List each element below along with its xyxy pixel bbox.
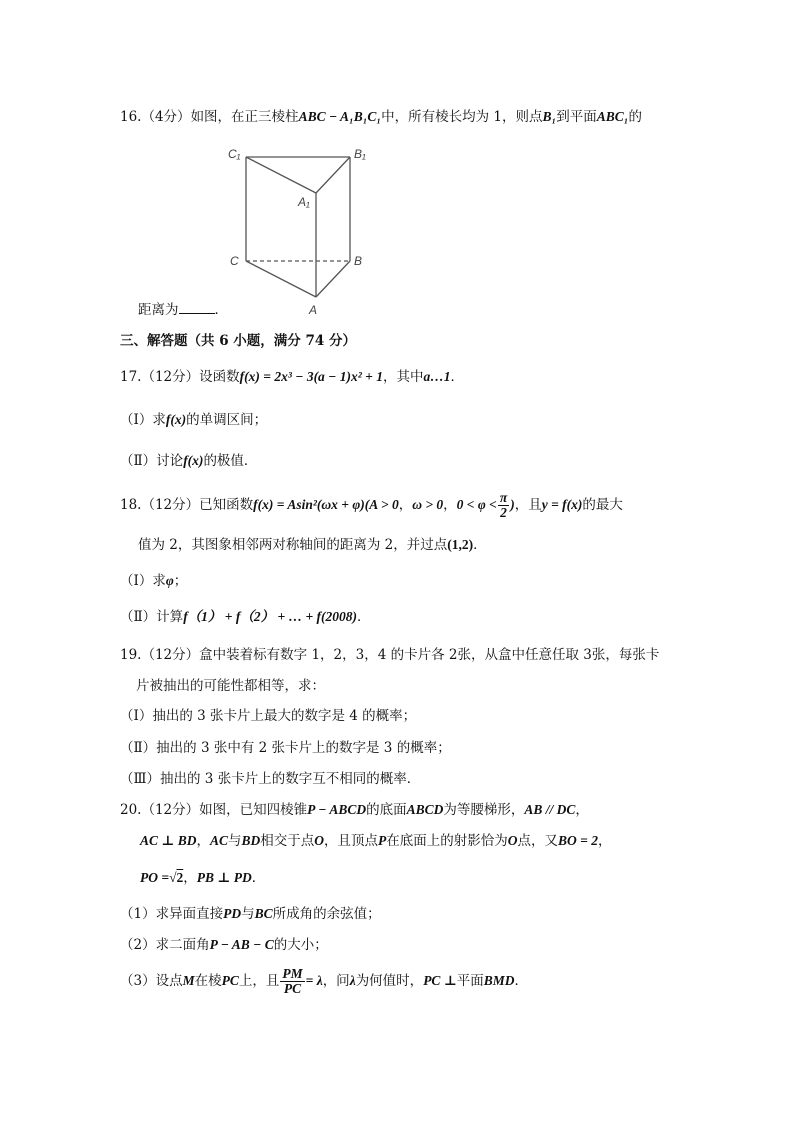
q20-part1-pd: PD <box>223 906 242 921</box>
q17-part2-label: （Ⅱ）讨论 <box>120 453 184 469</box>
q18-part1 <box>120 571 187 591</box>
q20-perp2: PB ⊥ PD <box>196 870 252 885</box>
label-b1: B₁ <box>354 147 366 161</box>
q20-part2-angle: P − AB − C <box>209 937 274 952</box>
q20-part3 <box>120 966 528 996</box>
q20-base-text: 的底面 <box>366 802 407 818</box>
q20-part2-label: （2）求二面角 <box>120 937 210 953</box>
q16-text-before: 如图，在正三棱柱 <box>190 109 299 125</box>
q20-parallel: AB // DC <box>524 802 576 817</box>
q20-part3-plane: BMD <box>483 973 515 988</box>
q20-intro: 如图，已知四棱锥 <box>199 802 308 818</box>
q20-part3-ask: ，问 <box>322 973 350 989</box>
q18-line2-text: 值为 2，其图象相邻两对称轴间的距离为 2，并过点 <box>138 537 448 553</box>
pi-over-2-fraction <box>498 491 509 520</box>
q19-line1 <box>120 645 659 665</box>
q18-part2-formula: f（1） + f（2） + … + f(2008) <box>183 609 357 624</box>
q20-part3-end: ． <box>514 973 529 989</box>
q20-perp1: AC ⊥ BD <box>140 833 197 848</box>
q18-line2 <box>138 535 487 555</box>
q18-cond2: ω > 0 <box>412 497 444 512</box>
q17-part1 <box>120 410 267 430</box>
label-b: B <box>354 254 363 268</box>
q17-formula: f(x) = 2x³ − 3(a − 1)x² + 1 <box>239 369 383 384</box>
q18-point: (1,2) <box>447 537 474 552</box>
q17-part2-fx: f(x) <box>183 453 204 468</box>
q17-number: 17.（12分） <box>120 369 200 385</box>
q18-part2-label: （Ⅱ）计算 <box>120 609 184 625</box>
q20-line3: PO =√2，PB ⊥ PD． <box>140 870 266 886</box>
q20-part3-den: PC <box>283 981 302 996</box>
q16-answer-prefix: 距离为 <box>138 302 179 318</box>
q16-answer-line <box>138 299 228 320</box>
q18-line1: 18.（12分）已知函数f(x) = Asin²(ωx + φ)(A > 0，ω > 0，0 < φ < $\frac{\pi}{2}$ )，且y = f(x)的最大 <box>120 490 623 520</box>
q16-plane: ABC₁ <box>596 109 629 124</box>
q20-po-left: PO = <box>140 870 170 885</box>
q20-part2 <box>120 935 328 955</box>
q20-comma: ， <box>575 802 589 818</box>
q20-part3-on: 在棱 <box>194 973 222 989</box>
q20-l2-bd: BD <box>241 833 261 848</box>
q20-l2-p: P <box>378 833 387 848</box>
q18-line2-end: ． <box>473 537 487 553</box>
q20-part1-label: （1）求异面直接 <box>120 906 224 922</box>
q20-part2-end: 的大小； <box>273 937 328 953</box>
q16-text-middle: 中，所有棱长均为 1，则点 <box>381 109 543 125</box>
q19-line2: 片被抽出的可能性都相等，求： <box>136 678 325 694</box>
q20-part3-num: PM <box>282 966 303 981</box>
label-a: A <box>309 303 318 317</box>
q20-l2-o: O <box>314 833 325 848</box>
q17-part2 <box>120 451 257 471</box>
q20-l2-and: 与 <box>228 833 242 849</box>
q17-end: ． <box>450 369 464 385</box>
q20-part3-plane-text: 平面 <box>456 973 484 989</box>
q17-part1-text: 的单调区间； <box>186 412 268 428</box>
pm-over-pc-fraction <box>280 967 304 996</box>
q20-l2-meet: 相交于点 <box>260 833 315 849</box>
label-c: C <box>230 254 239 268</box>
q18-max-text: 的最大 <box>582 497 623 513</box>
q18-formula: f(x) = Asin²(ωx + φ)(A > 0 <box>253 497 399 512</box>
q16-line1 <box>120 107 642 127</box>
q18-part2-end: ． <box>357 609 371 625</box>
q20-l2-apex: ，且顶点 <box>324 833 379 849</box>
section-heading: 三、解答题（共 6 小题，满分 74 分） <box>120 333 356 349</box>
q18-intro: 已知函数 <box>199 497 254 513</box>
q19-part1: （Ⅰ）抽出的 3 张卡片上最大的数字是 4 的概率； <box>120 708 417 724</box>
answer-blank <box>179 299 215 314</box>
q20-l2-bo: BO = 2 <box>558 833 598 848</box>
q20-part1-with: 与 <box>241 906 255 922</box>
q16-point: B₁ <box>542 109 557 124</box>
q20-part3-label: （3）设点 <box>120 973 183 989</box>
q18-y-formula: y = f(x) <box>541 497 583 512</box>
q20-base: ABCD <box>406 802 444 817</box>
q20-part3-eq: = λ <box>305 973 323 988</box>
q17-intro: 设函数 <box>199 369 240 385</box>
q20-pyramid: P − ABCD <box>307 802 367 817</box>
q19-number: 19.（12分） <box>120 647 200 663</box>
q18-part1-var: φ <box>165 573 174 588</box>
q20-part3-perp: PC ⊥ <box>423 973 457 988</box>
q19-part2: （Ⅱ）抽出的 3 张中有 2 张卡片上的数字是 3 的概率； <box>120 740 451 756</box>
label-a1: A₁ <box>298 195 310 209</box>
q16-answer-suffix: ． <box>214 302 228 318</box>
q20-po-val: 2 <box>176 870 184 885</box>
q18-cond3-left: 0 < φ < <box>456 497 497 512</box>
q16-prism-name: ABC − A₁B₁C₁ <box>298 109 382 124</box>
q20-l2-o2: O <box>507 833 518 848</box>
q20-line2: AC ⊥ BD，AC与BD相交于点O，且顶点P在底面上的射影恰为O点，又BO = 2， <box>140 833 612 849</box>
q20-number: 20.（12分） <box>120 802 200 818</box>
q18-cont: ，且 <box>514 497 542 513</box>
q20-part3-pc: PC <box>221 973 239 988</box>
sqrt-sign: √ <box>169 870 177 885</box>
q20-l2-ac: AC <box>209 833 228 848</box>
q20-part1-end: 所成角的余弦值； <box>272 906 381 922</box>
q18-part2 <box>120 607 371 627</box>
q20-line1 <box>120 800 589 820</box>
q16-text-to-plane: 到平面 <box>556 109 597 125</box>
label-c1: C₁ <box>228 147 241 161</box>
q17-part1-label: （Ⅰ）求 <box>120 412 166 428</box>
triangular-prism-figure <box>222 140 382 320</box>
q20-part1-bc: BC <box>254 906 273 921</box>
q17-condition: a…1 <box>423 369 451 384</box>
q18-part1-label: （Ⅰ）求 <box>120 573 166 589</box>
q20-l2-proj: 在底面上的射影恰为 <box>386 833 508 849</box>
q19-part3: （Ⅲ）抽出的 3 张卡片上的数字互不相同的概率． <box>120 771 421 787</box>
q18-cond3-close: ) <box>510 497 515 512</box>
q17-condition-prefix: ，其中 <box>382 369 424 385</box>
q18-number: 18.（12分） <box>120 497 200 513</box>
q20-part1 <box>120 904 381 924</box>
q18-part1-end: ； <box>173 573 188 589</box>
q17-line1 <box>120 367 464 387</box>
q20-trap-text: 为等腰梯形， <box>443 802 525 818</box>
q20-part3-and: 上，且 <box>238 973 280 989</box>
q18-cond3-num: π <box>499 490 508 505</box>
q17-part1-fx: f(x) <box>165 412 187 427</box>
q18-cond3-den: 2 <box>500 505 507 520</box>
q16-text-end: 的 <box>628 109 642 125</box>
q20-part3-m: M <box>182 973 195 988</box>
q20-part3-when: 为何值时， <box>355 973 424 989</box>
q19-line1-text: 盒中装着标有数字 1，2，3，4 的卡片各 2张，从盒中任意任取 3张，每张卡 <box>199 647 660 663</box>
q20-part3-lambda: λ <box>349 973 356 988</box>
q20-l2-again: 点，又 <box>517 833 559 849</box>
q17-part2-text: 的极值． <box>203 453 258 469</box>
q16-number: 16.（4分） <box>120 109 191 125</box>
